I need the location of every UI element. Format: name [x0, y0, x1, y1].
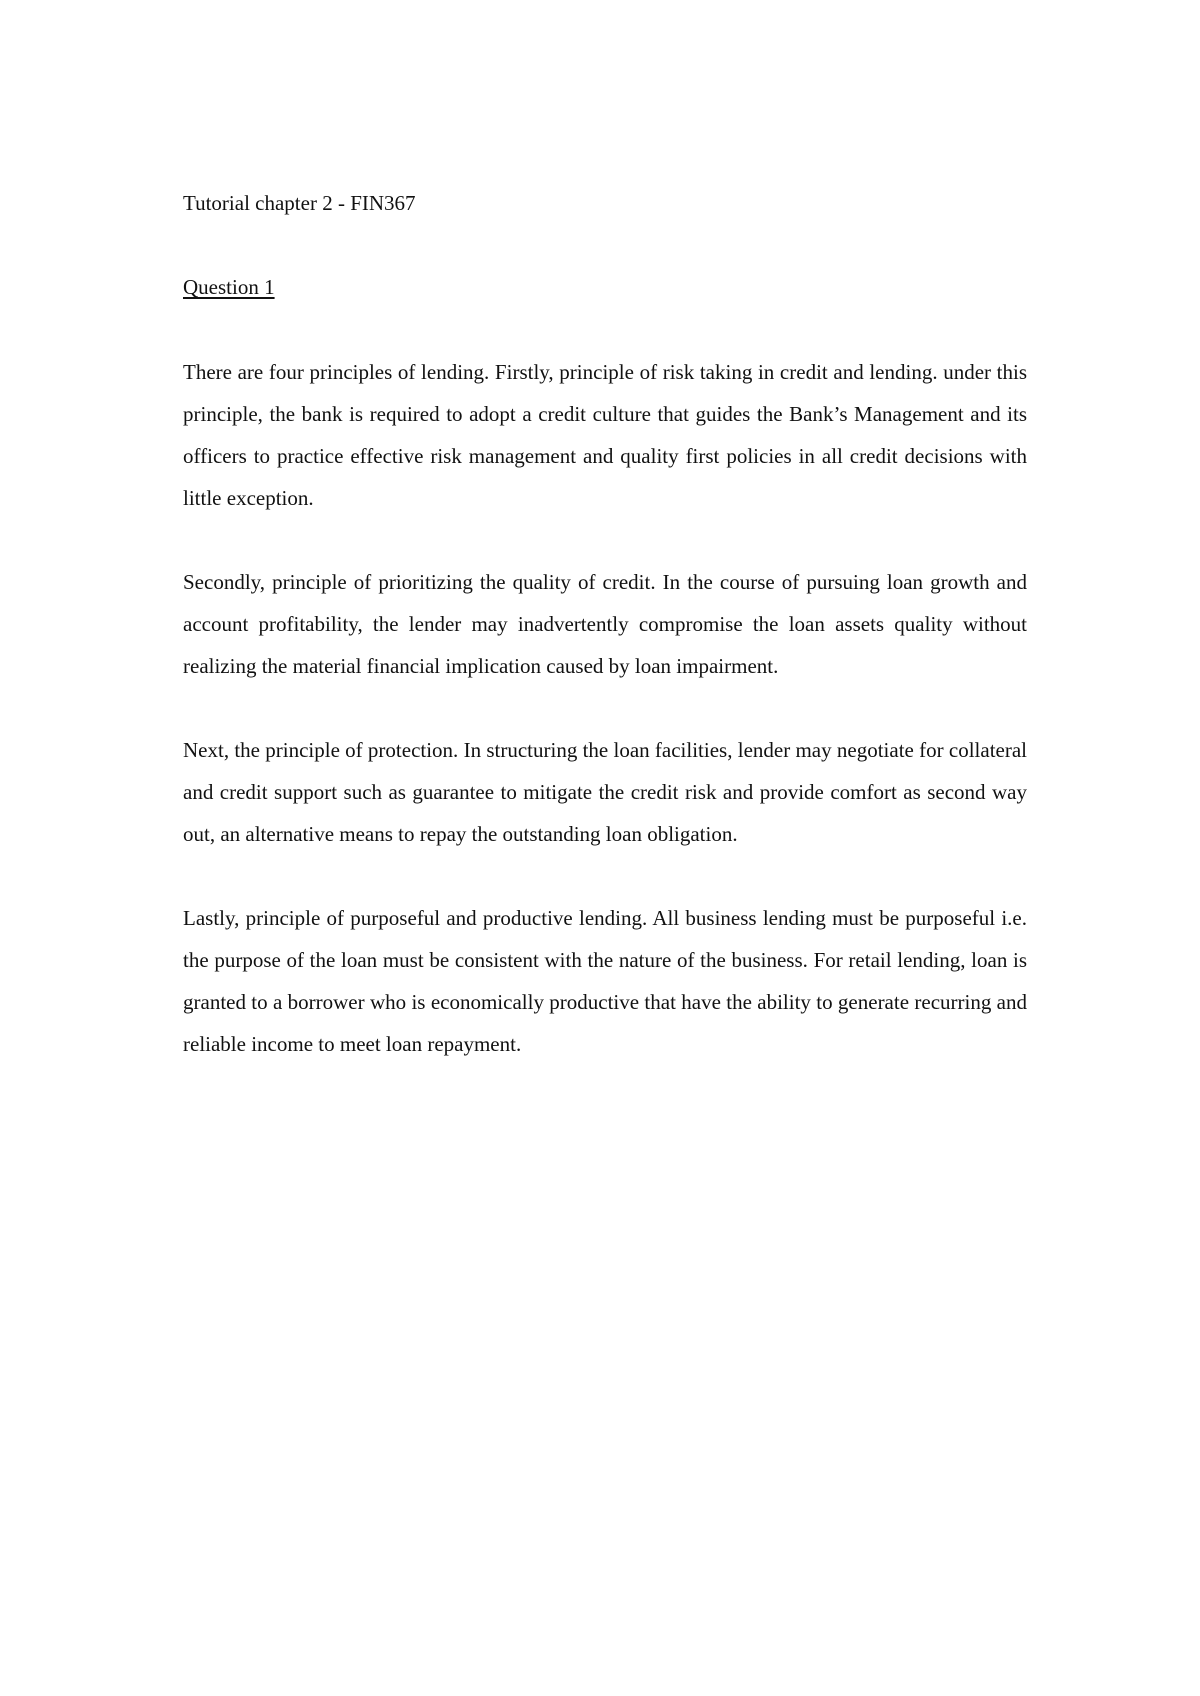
document-body	[183, 190, 1027, 1065]
paragraph-principle-protection: Next, the principle of protection. In structuring the loan facilities, lender may negotiate for collateral and credit support such as guarantee to mitigate the credit risk and provide comfort as second way out, an alternative means to repay the outstanding loan obligation.	[183, 738, 1027, 846]
document-title: Tutorial chapter 2 - FIN367	[183, 191, 416, 215]
paragraph-principle-credit-quality: Secondly, principle of prioritizing the quality of credit. In the course of pursuing loan growth and account profitability, the lender may inadvertently compromise the loan assets quality without realizing the material financial implication caused by loan impairment.	[183, 570, 1027, 678]
paragraph-principle-purposeful-lending: Lastly, principle of purposeful and productive lending. All business lending must be purposeful i.e. the purpose of the loan must be consistent with the nature of the business. For retail lending, loan is granted to a borrower who is economically productive that have the ability to generate recurring and reliable income to meet loan repayment.	[183, 906, 1027, 1056]
question-heading: Question 1	[183, 275, 275, 299]
paragraph-principle-risk-taking: There are four principles of lending. Firstly, principle of risk taking in credit and lending. under this principle, the bank is required to adopt a credit culture that guides the Bank’s Management and its officers to practice effective risk management and quality first policies in all credit decisions with little exception.	[183, 360, 1027, 510]
